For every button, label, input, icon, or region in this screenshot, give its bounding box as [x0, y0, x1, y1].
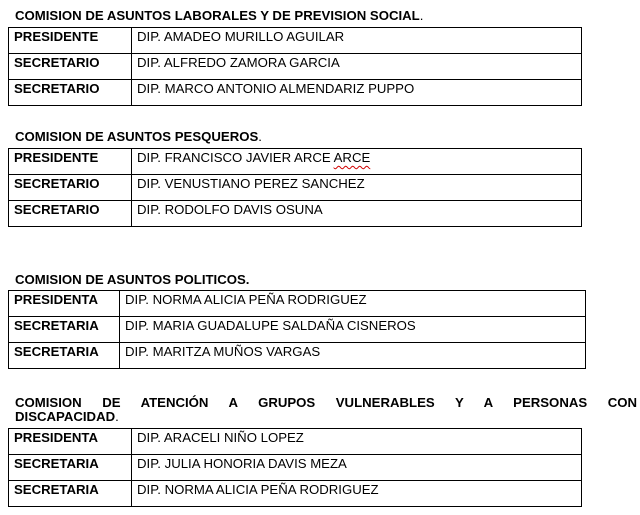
role-cell: SECRETARIA — [9, 343, 120, 369]
role-cell: SECRETARIA — [9, 317, 120, 343]
table-row — [9, 149, 582, 175]
member-name-cell: DIP. NORMA ALICIA PEÑA RODRIGUEZ — [132, 481, 582, 507]
member-name-cell: DIP. JULIA HONORIA DAVIS MEZA — [132, 455, 582, 481]
table-row — [9, 429, 582, 455]
role-cell: SECRETARIA — [9, 455, 132, 481]
commission-title-vulnerables: COMISION DE ATENCIÓN A GRUPOS VULNERABLES Y A PERSONAS CON — [15, 395, 637, 410]
table-row — [9, 175, 582, 201]
role-cell: PRESIDENTE — [9, 28, 132, 54]
table-row — [9, 80, 582, 106]
table-row — [9, 455, 582, 481]
member-name-cell: DIP. MARIA GUADALUPE SALDAÑA CISNEROS — [120, 317, 586, 343]
member-name-cell: DIP. FRANCISCO JAVIER ARCE ARCE — [132, 149, 582, 175]
commission-title-laborales: COMISION DE ASUNTOS LABORALES Y DE PREVISION SOCIAL. — [15, 8, 424, 23]
table-row — [9, 54, 582, 80]
commission-table-vulnerables — [8, 428, 582, 507]
table-row — [9, 317, 586, 343]
role-cell: SECRETARIO — [9, 175, 132, 201]
table-row — [9, 201, 582, 227]
role-cell: SECRETARIO — [9, 54, 132, 80]
role-cell: SECRETARIO — [9, 80, 132, 106]
member-name-cell: DIP. MARITZA MUÑOS VARGAS — [120, 343, 586, 369]
commission-table-laborales — [8, 27, 582, 106]
member-name-cell: DIP. ALFREDO ZAMORA GARCIA — [132, 54, 582, 80]
table-row — [9, 343, 586, 369]
commission-title-vulnerables-cont: DISCAPACIDAD. — [15, 409, 119, 424]
commission-table-pesqueros — [8, 148, 582, 227]
spellcheck-flagged-word: ARCE — [333, 150, 371, 165]
table-row — [9, 481, 582, 507]
member-name-cell: DIP. RODOLFO DAVIS OSUNA — [132, 201, 582, 227]
role-cell: SECRETARIA — [9, 481, 132, 507]
table-row — [9, 291, 586, 317]
role-cell: SECRETARIO — [9, 201, 132, 227]
member-name-cell: DIP. ARACELI NIÑO LOPEZ — [132, 429, 582, 455]
member-name-cell: DIP. AMADEO MURILLO AGUILAR — [132, 28, 582, 54]
commission-title-politicos: COMISION DE ASUNTOS POLITICOS. — [15, 272, 250, 287]
member-name-cell: DIP. VENUSTIANO PEREZ SANCHEZ — [132, 175, 582, 201]
member-name-cell: DIP. MARCO ANTONIO ALMENDARIZ PUPPO — [132, 80, 582, 106]
member-name-cell: DIP. NORMA ALICIA PEÑA RODRIGUEZ — [120, 291, 586, 317]
role-cell: PRESIDENTE — [9, 149, 132, 175]
table-row — [9, 28, 582, 54]
commission-table-politicos — [8, 290, 586, 369]
commission-title-pesqueros: COMISION DE ASUNTOS PESQUEROS. — [15, 129, 262, 144]
role-cell: PRESIDENTA — [9, 429, 132, 455]
role-cell: PRESIDENTA — [9, 291, 120, 317]
